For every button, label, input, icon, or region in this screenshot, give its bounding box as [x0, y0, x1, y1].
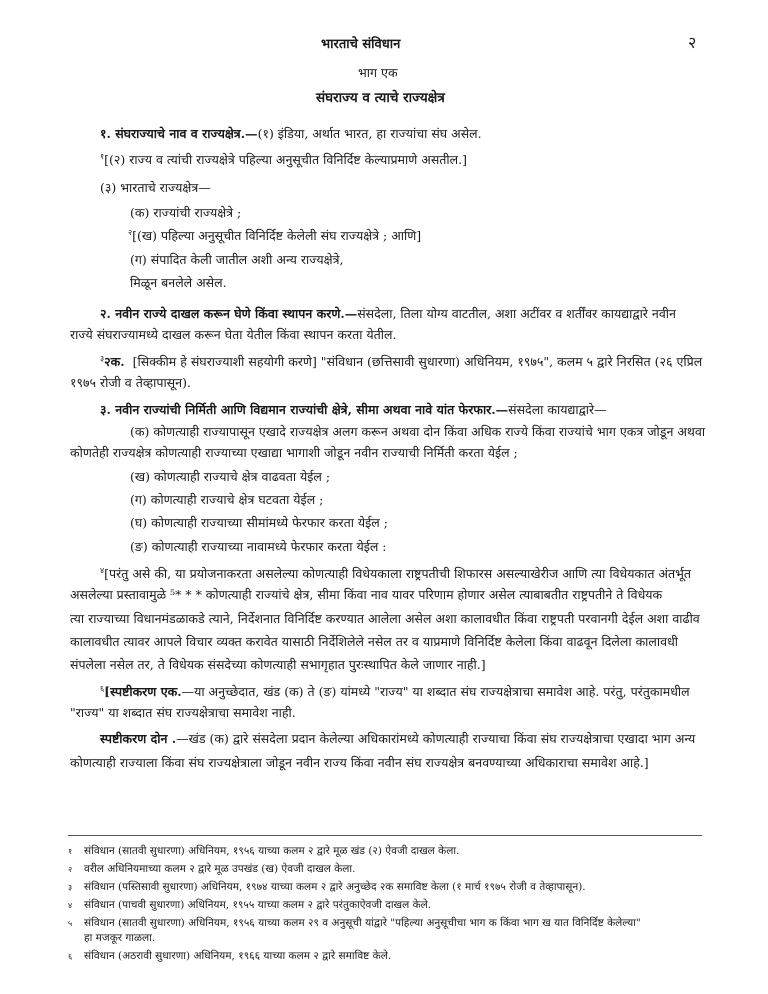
- footnote: [68, 899, 431, 912]
- explanation-2: [100, 731, 695, 747]
- subclause-kh: (ख) कोणत्याही राज्याचे क्षेत्र वाढवता येईल ;: [130, 469, 331, 484]
- proviso-line-2: असलेल्या प्रस्तावामुळे ⁵* * * कोणत्याही राज्यांचे क्षेत्र, सीमा किंवा नाव यावर परिणाम होणार असेल त्याबाबतीत राष्ट्रपतीने ते विधेयक: [70, 587, 663, 602]
- explanation-1: [100, 684, 690, 700]
- subclause-g: (ग) कोणत्याही राज्याचे क्षेत्र घटवता येईल ;: [130, 492, 324, 507]
- article-2-heading: २. नवीन राज्ये दाखल करून घेणे किंवा स्थापन करणे.—: [100, 306, 358, 321]
- article-1-clause-2: [100, 152, 467, 168]
- footnote-mark: १: [68, 847, 73, 856]
- footnote-divider: [68, 835, 702, 836]
- footnote-mark: ६: [68, 952, 73, 961]
- proviso-line-4: कालावधीत त्यावर आपले विचार व्यक्त करावेत यासाठी निर्देशिलेले नसेल तर व याप्रमाणे विनिर्दिष्ट केलेला किंवा वाढवून दिलेला कालावधी: [70, 634, 678, 649]
- footnote-ref: १: [100, 151, 105, 161]
- footnote: [68, 932, 155, 945]
- explanation-1-heading: [स्पष्टीकरण एक.: [104, 684, 182, 699]
- footnote-text: संविधान (सातवी सुधारणा) अधिनियम, १९५६ याच्या कलम २ द्वारे मूळ खंड (२) ऐवजी दाखल केला.: [84, 845, 460, 857]
- explanation-text: —या अनुच्छेदात, खंड (क) ते (ङ) यांमध्ये "राज्य" या शब्दात संघ राज्यक्षेत्राचा समावेश आहे. परंतु, परंतुकामधील: [181, 684, 690, 699]
- subclause-k-line-2: कोणतेही राज्यक्षेत्र कोणत्याही राज्याच्या एखाद्या भागाशी जोडून नवीन राज्याची निर्मिती करता येईल ;: [70, 445, 518, 460]
- article-2-line-2: राज्ये संघराज्यामध्ये दाखल करून घेता येतील किंवा स्थापन करता येतील.: [70, 327, 397, 342]
- proviso: [100, 566, 691, 582]
- footnote-text: संविधान (पस्तिसावी सुधारणा) अधिनियम, १९७४ याच्या कलम २ द्वारे अनुच्छेद २क समाविष्ट केला (१ मार्च १९७५ रोजी व तेव्हापासून).: [84, 881, 586, 893]
- article-1-clause-3: (३) भारताचे राज्यक्षेत्र—: [100, 180, 211, 195]
- footnote-ref: ६: [100, 683, 105, 693]
- footnote-ref: ४: [100, 565, 105, 575]
- explanation-text: —खंड (क) द्वारे संसदेला प्रदान केलेल्या अधिकारांमध्ये कोणत्याही राज्याचा किंवा संघ राज्यक्षेत्राचा एखादा भाग अन्य: [176, 731, 696, 746]
- article-1-heading: १. संघराज्याचे नाव व राज्यक्षेत्र.—: [100, 126, 258, 141]
- article-2a-line-2: १९७५ रोजी व तेव्हापासून).: [70, 375, 191, 390]
- footnote-text: संविधान (अठरावी सुधारणा) अधिनियम, १९६६ याच्या कलम २ द्वारे समाविष्ट केले.: [84, 950, 392, 962]
- proviso-text: [परंतु असे की, या प्रयोजनाकरता असलेल्या कोणत्याही विधेयकाला राष्ट्रपतीची शिफारस असल्याखेरीज आणि त्या विधेयकात अंतर्भूत: [104, 566, 692, 581]
- footnote-text: हा मजकूर गाळला.: [84, 932, 156, 944]
- footnote-ref: २: [128, 227, 133, 237]
- footnote-ref: ३: [100, 353, 105, 363]
- footnote: [68, 950, 391, 963]
- proviso-line-5: संपलेला नसेल तर, ते विधेयक संसदेच्या कोणत्याही सभागृहात पुरःस्थापित केले जाणार नाही.]: [70, 657, 486, 672]
- explanation-1-line-2: "राज्य" या शब्दात संघ राज्यक्षेत्राचा समावेश नाही.: [70, 705, 296, 720]
- clause-text: [(ख) पहिल्या अनुसूचीत विनिर्दिष्ट केलेली संघ राज्यक्षेत्रे ; आणि]: [132, 228, 422, 243]
- article-3-heading: ३. नवीन राज्यांची निर्मिती आणि विद्यमान राज्यांची क्षेत्रे, सीमा अथवा नावे यांत फेरफार.—: [100, 402, 509, 417]
- footnote-text: संविधान (पाचवी सुधारणा) अधिनियम, १९५५ याच्या कलम २ द्वारे परंतुकाऐवजी दाखल केले.: [84, 899, 432, 911]
- article-2a-heading: २क.: [104, 354, 125, 369]
- page-number: २: [688, 33, 697, 52]
- footnote-mark: ४: [68, 901, 73, 910]
- article-1-closing: मिळून बनलेले असेल.: [130, 275, 227, 290]
- article-2a: [100, 354, 702, 370]
- footnote: [68, 881, 586, 894]
- proviso-line-3: त्या राज्याच्या विधानमंडळाकडे त्याने, निर्देशनात विनिर्दिष्ट करण्यात आलेला असेल अशा कालावधीत किंवा राष्ट्रपती परवानगी देईल अशा वाढीव: [70, 611, 700, 626]
- subclause-g: (ग) संपादित केली जातील अशी अन्य राज्यक्षेत्रे,: [130, 252, 344, 267]
- subclause-gh: (घ) कोणत्याही राज्याच्या सीमांमध्ये फेरफार करता येईल ;: [130, 515, 388, 530]
- footnote-mark: ३: [68, 883, 73, 892]
- running-header: भारताचे संविधान: [321, 37, 401, 52]
- clause-text: [(२) राज्य व त्यांची राज्यक्षेत्रे पहिल्या अनुसूचीत विनिर्दिष्ट केल्याप्रमाणे असतील.]: [104, 152, 467, 167]
- footnote-text: वरील अधिनियमाच्या कलम २ द्वारे मूळ उपखंड (ख) ऐवजी दाखल केला.: [84, 863, 356, 875]
- explanation-2-line-2: कोणत्याही राज्याला किंवा संघ राज्यक्षेत्राला जोडून नवीन राज्य किंवा नवीन संघ राज्यक्षेत्र बनवण्याच्या अधिकाराचा समावेश आहे.]: [70, 755, 649, 770]
- subclause-k: (क) कोणत्याही राज्यापासून एखादे राज्यक्षेत्र अलग करून अथवा दोन किंवा अधिक राज्ये किंवा राज्यांचे भाग एकत्र जोडून अथवा: [130, 424, 706, 439]
- article-1-text: (१) इंडिया, अर्थात भारत, हा राज्यांचा संघ असेल.: [257, 126, 482, 141]
- part-label: भाग एक: [358, 65, 398, 80]
- subclause-n: (ङ) कोणत्याही राज्याच्या नावामध्ये फेरफार करता येईल :: [130, 539, 387, 554]
- article-2: [100, 306, 676, 322]
- footnote-mark: ५: [68, 919, 73, 928]
- footnote: [68, 917, 641, 930]
- part-title: संघराज्य व त्याचे राज्यक्षेत्र: [316, 90, 445, 106]
- article-text: [सिक्कीम हे संघराज्याशी सहयोगी करणे] "संविधान (छत्तिसावी सुधारणा) अधिनियम, १९७५", कलम ५ द्वारे निरसित (२६ एप्रिल: [132, 354, 703, 369]
- article-text: संसदेला, तिला योग्य वाटतील, अशा अटींवर व शर्तींवर कायद्याद्वारे नवीन: [357, 306, 676, 321]
- subclause-k: (क) राज्यांची राज्यक्षेत्रे ;: [130, 205, 242, 220]
- article-text: संसदेला कायद्याद्वारे—: [508, 402, 607, 417]
- explanation-2-heading: स्पष्टीकरण दोन .: [100, 731, 177, 746]
- footnote-text: संविधान (सातवी सुधारणा) अधिनियम, १९५६ याच्या कलम २९ व अनुसूची यांद्वारे "पहिल्या अनुसूचीचा भाग क किंवा भाग ख यात विनिर्दिष्ट केलेल्या": [84, 917, 641, 929]
- footnote: [68, 845, 459, 858]
- footnote-mark: २: [68, 865, 73, 874]
- subclause-kh: [128, 228, 421, 244]
- article-3: [100, 402, 607, 418]
- footnote: [68, 863, 356, 876]
- article-1: [100, 126, 482, 142]
